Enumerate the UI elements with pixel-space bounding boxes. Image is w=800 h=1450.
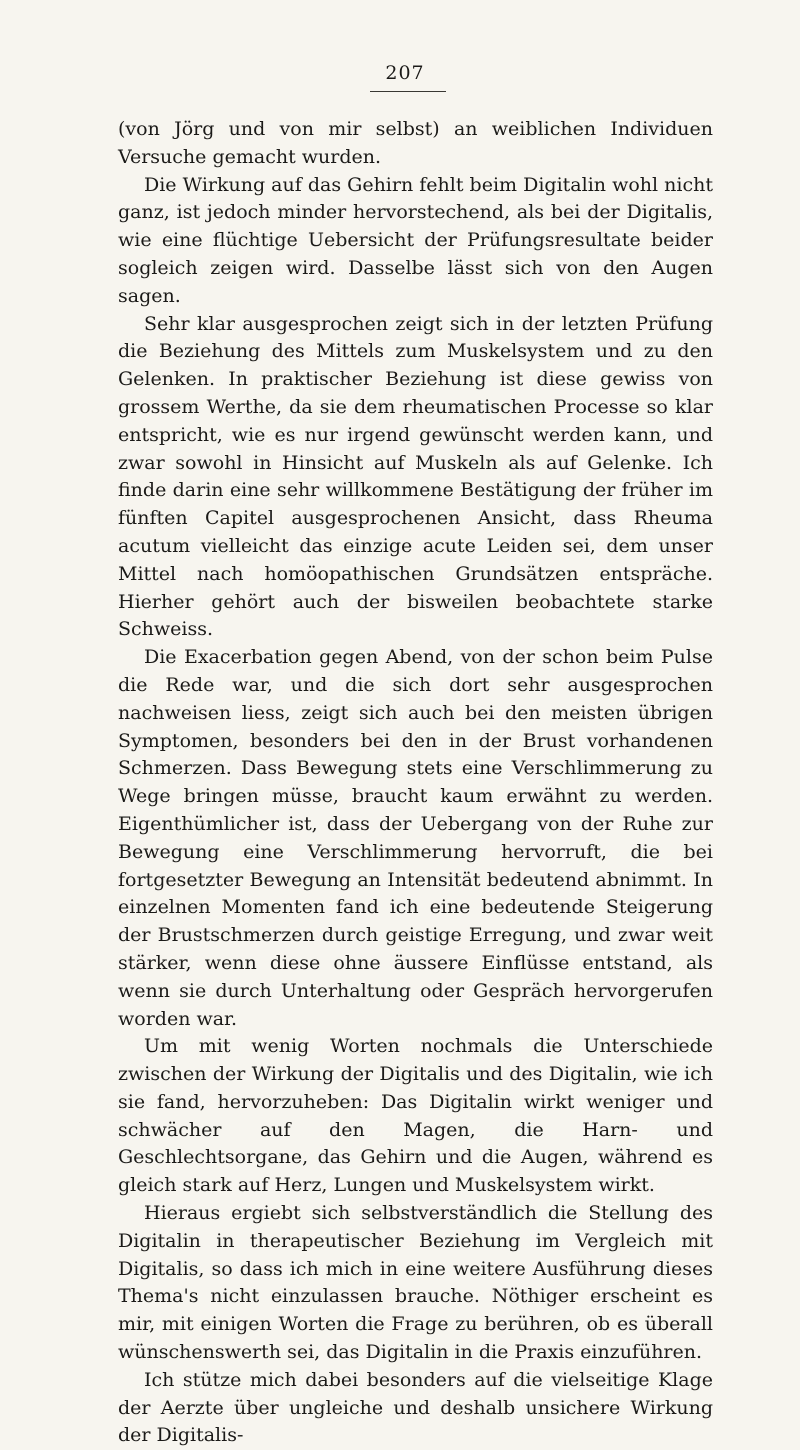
body-text [118, 116, 713, 1450]
paragraph-therapeutic-position: Hieraus ergiebt sich selbstverständlich die Stellung des Digitalin in therapeutischer Beziehung im Vergleich mit Digitalis, so dass ich mich in eine weitere Ausführung dieses Thema's nicht einzulassen brauche. Nöthiger erscheint es mir, mit einigen Worten die Frage zu berühren, ob es überall wünschenswerth sei, das Digitalin in die Praxis einzuführen. [118, 1202, 713, 1364]
paragraph-continuation: (von Jörg und von mir selbst) an weiblichen Individuen Versuche gemacht wurden. [118, 118, 713, 168]
page-number: 207 [385, 62, 425, 84]
paragraph-brain-effect: Die Wirkung auf das Gehirn fehlt beim Digitalin wohl nicht ganz, ist jedoch minder hervorstechend, als bei der Digitalis, wie eine flüchtige Uebersicht der Prüfungsresultate beider sogleich zeigen wird. Dasselbe lässt sich von den Augen sagen. [118, 173, 713, 307]
paragraph-differences: Um mit wenig Worten nochmals die Unterschiede zwischen der Wirkung der Digitalis und des Digitalin, wie ich sie fand, hervorzuheben: Das Digitalin wirkt weniger und schwächer auf den Magen, die Harn- und Geschlechtsorgane, das Gehirn und die Augen, während es gleich stark auf Herz, Lungen und Muskelsystem wirkt. [118, 1035, 713, 1197]
page-number-rule [370, 91, 446, 92]
paragraph-exacerbation: Die Exacerbation gegen Abend, von der schon beim Pulse die Rede war, und die sich dort sehr ausgesprochen nachweisen liess, zeigt sich auch bei den meisten übrigen Symptomen, besonders bei den in der Brust vorhandenen Schmerzen. Dass Bewegung stets eine Verschlimmerung zu Wege bringen müsse, braucht kaum erwähnt zu werden. Eigenthümlicher ist, dass der Uebergang von der Ruhe zur Bewegung eine Verschlimmerung hervorruft, die bei fortgesetzter Bewegung an Intensität bedeutend abnimmt. In einzelnen Momenten fand ich eine bedeutende Steigerung der Brustschmerzen durch geistige Erregung, und zwar weit stärker, wenn diese ohne äussere Einflüsse entstand, als wenn sie durch Unterhaltung oder Gespräch hervorgerufen worden war. [118, 646, 713, 1030]
paragraph-muscle-system: Sehr klar ausgesprochen zeigt sich in der letzten Prüfung die Beziehung des Mittels zum Muskelsystem und zu den Gelenken. In praktischer Beziehung ist diese gewiss von grossem Werthe, da sie dem rheumatischen Processe so klar entspricht, wie es nur irgend gewünscht werden kann, und zwar sowohl in Hinsicht auf Muskeln als auf Gelenke. Ich finde darin eine sehr willkommene Bestätigung der früher im fünften Capitel ausgesprochenen Ansicht, dass Rheuma acutum vielleicht das einzige acute Leiden sei, dem unser Mittel nach homöopathischen Grundsätzen entspräche. Hierher gehört auch der bisweilen beobachtete starke Schweiss. [118, 312, 713, 641]
paragraph-physicians-complaint: Ich stütze mich dabei besonders auf die vielseitige Klage der Aerzte über ungleiche und deshalb unsichere Wirkung der Digitalis- [118, 1368, 713, 1447]
